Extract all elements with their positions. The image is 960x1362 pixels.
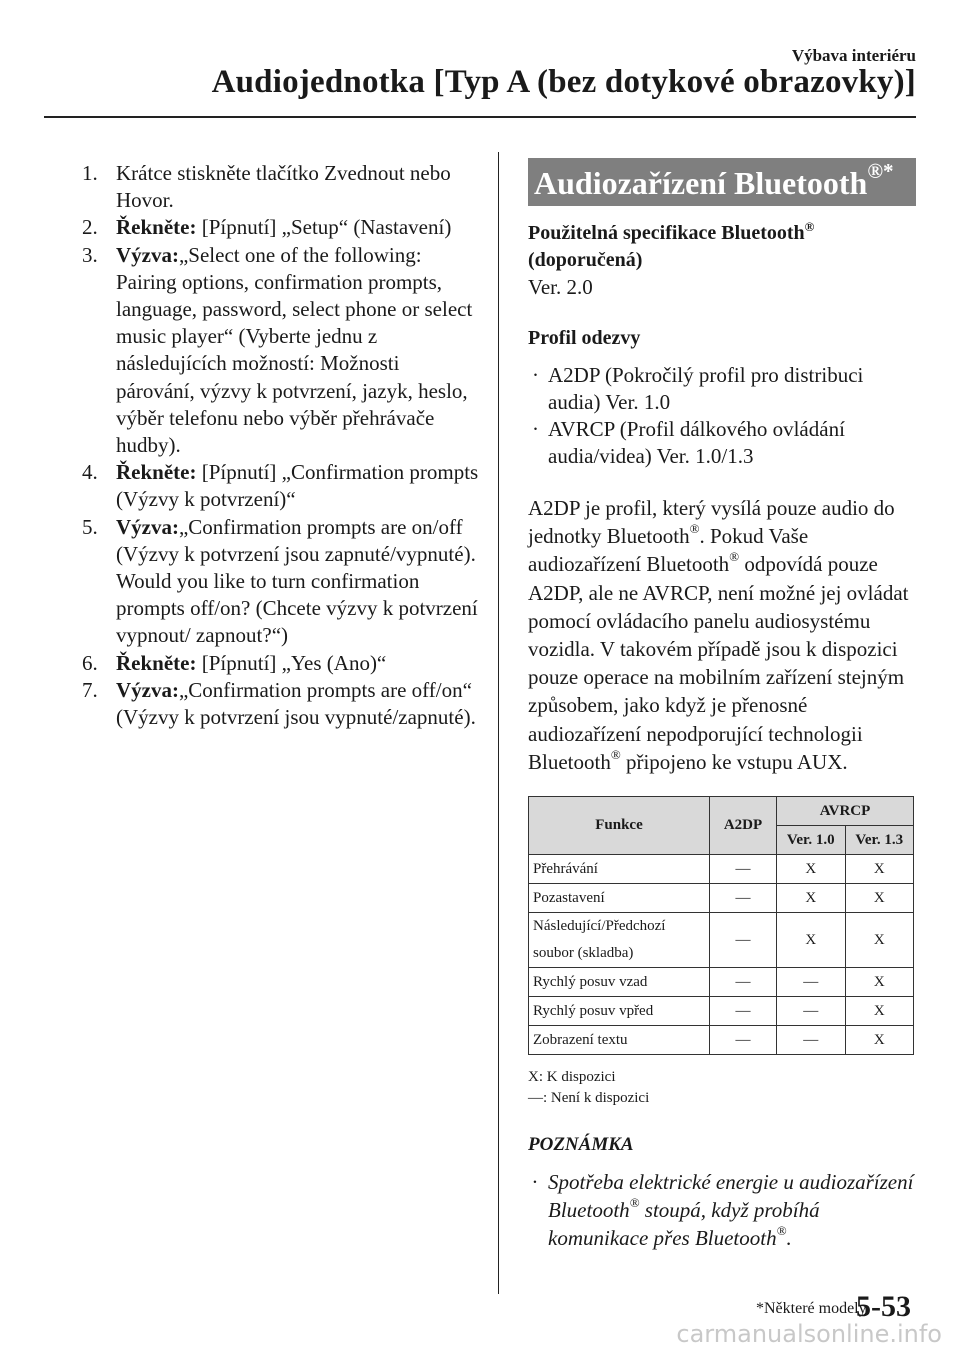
table-row bbox=[529, 968, 914, 997]
spacer bbox=[528, 301, 916, 325]
registered-mark: ® bbox=[729, 549, 740, 565]
step-number: 3. bbox=[82, 242, 98, 267]
heading-marks: ®* bbox=[867, 159, 894, 183]
section-heading bbox=[528, 158, 916, 206]
step-3 bbox=[82, 242, 482, 460]
ver10-cell: X bbox=[777, 913, 846, 968]
watermark: carmanualsonline.info bbox=[676, 1320, 942, 1348]
step-label: Řekněte: bbox=[116, 650, 197, 675]
profile-text: AVRCP (Profil dálkového ovládání audia/videa) Ver. 1.0/1.3 bbox=[548, 417, 845, 468]
table-row bbox=[529, 913, 914, 968]
footer-note: *Některé modely. bbox=[756, 1300, 870, 1317]
function-cell: Rychlý posuv vpřed bbox=[529, 997, 710, 1026]
registered-mark: ® bbox=[776, 1223, 787, 1239]
step-text: [Pípnutí] „Yes (Ano)“ bbox=[196, 650, 387, 675]
step-text: „Select one of the following: Pairing options, confirmation prompts, language, password, select phone or select music player“ (Vyberte jednu z následujících možností: Možnosti párování, výzvy k potvrzení, jazyk, heslo, výběr telefonu nebo výběr přehrávače hudby). bbox=[116, 242, 473, 458]
a2dp-cell: — bbox=[710, 997, 777, 1026]
registered-mark: ® bbox=[689, 521, 700, 537]
profile-title: Profil odezvy bbox=[528, 327, 641, 349]
function-cell: Pozastavení bbox=[529, 884, 710, 913]
table-row bbox=[529, 884, 914, 913]
profile-item bbox=[528, 416, 916, 470]
ver13-cell: X bbox=[845, 1026, 914, 1055]
step-label: Řekněte: bbox=[116, 215, 197, 240]
step-text: „Confirmation prompts are on/off (Výzvy k potvrzení jsou zapnuté/vypnuté). Would you like to turn confirmation prompts off/on? (Chcete výzvy k potvrzení vypnout/ zapnout?“) bbox=[116, 514, 478, 648]
para-text: . Pokud Vaše audiozařízení Bluetooth bbox=[528, 524, 809, 577]
bullet-dot: · bbox=[532, 417, 539, 441]
step-number: 2. bbox=[82, 215, 98, 240]
steps-column bbox=[82, 160, 482, 731]
step-number: 5. bbox=[82, 514, 98, 539]
table-legend bbox=[528, 1067, 916, 1109]
step-7 bbox=[82, 677, 482, 731]
table-row bbox=[529, 1026, 914, 1055]
note-item bbox=[528, 1168, 916, 1252]
ver10-cell: — bbox=[777, 997, 846, 1026]
profile-text: A2DP (Pokročilý profil pro distribuci audia) Ver. 1.0 bbox=[548, 363, 864, 414]
description-paragraph bbox=[528, 494, 916, 776]
a2dp-cell: — bbox=[710, 968, 777, 997]
step-text: „Confirmation prompts are off/on“ (Výzvy k potvrzení jsou vypnuté/zapnuté). bbox=[116, 677, 476, 730]
function-cell: Následující/Předchozí soubor (skladba) bbox=[529, 913, 710, 968]
header-rule bbox=[44, 116, 916, 118]
step-label: Výzva: bbox=[116, 514, 179, 539]
function-cell: Přehrávání bbox=[529, 855, 710, 884]
spec-title-text: Použitelná specifikace Bluetooth bbox=[528, 222, 805, 244]
ver13-cell: X bbox=[845, 968, 914, 997]
note-title: POZNÁMKA bbox=[528, 1134, 634, 1156]
spec-title bbox=[528, 220, 916, 247]
version-text: Ver. 2.0 bbox=[528, 275, 593, 299]
para-text: připojeno ke vstupu AUX. bbox=[620, 749, 848, 774]
bullet-dot: · bbox=[532, 363, 539, 387]
legend-unavailable: —: Není k dispozici bbox=[528, 1090, 650, 1107]
step-text: [Pípnutí] „Setup“ (Nastavení) bbox=[196, 215, 452, 240]
header-ver-10: Ver. 1.0 bbox=[777, 826, 846, 855]
ver13-cell: X bbox=[845, 913, 914, 968]
header-a2dp: A2DP bbox=[710, 797, 777, 855]
a2dp-cell: — bbox=[710, 855, 777, 884]
section-heading-text: Audiozařízení Bluetooth bbox=[534, 165, 868, 201]
table-row bbox=[529, 855, 914, 884]
ver13-cell: X bbox=[845, 997, 914, 1026]
header-funkce: Funkce bbox=[529, 797, 710, 855]
header-ver-13: Ver. 1.3 bbox=[845, 826, 914, 855]
a2dp-cell: — bbox=[710, 884, 777, 913]
para-text: odpovídá pouze A2DP, ale ne AVRCP, není možné jej ovládat pomocí ovládacího panelu audiosystému vozidla. V takovém případě jsou k dispozici pouze operace na mobilním zařízení stejným způsobem, jako když je přenosné audiozařízení nepodporující technologii Bluetooth bbox=[528, 552, 909, 774]
profile-item bbox=[528, 362, 916, 416]
function-cell: Rychlý posuv vzad bbox=[529, 968, 710, 997]
note-text: . bbox=[786, 1226, 792, 1251]
registered-mark: ® bbox=[804, 219, 815, 234]
ver13-cell: X bbox=[845, 884, 914, 913]
note-text: Spotřeba elektrické energie u audiozařízení Bluetooth bbox=[548, 1170, 914, 1223]
spec-subtitle: (doporučená) bbox=[528, 249, 643, 271]
step-number: 1. bbox=[82, 161, 98, 185]
step-label: Výzva: bbox=[116, 677, 179, 702]
step-text: [Pípnutí] „Confirmation prompts (Výzvy k potvrzení)“ bbox=[116, 460, 479, 512]
note-text: stoupá, když probíhá komunikace přes Bluetooth bbox=[548, 1198, 820, 1251]
page-title: Audiojednotka [Typ A (bez dotykové obrazovky)] bbox=[211, 64, 916, 100]
bluetooth-column bbox=[528, 158, 916, 1252]
step-number: 7. bbox=[82, 677, 98, 702]
ver13-cell: X bbox=[845, 855, 914, 884]
a2dp-cell: — bbox=[710, 1026, 777, 1055]
step-1 bbox=[82, 160, 482, 214]
para-text: A2DP je profil, který vysílá pouze audio do jednotky Bluetooth bbox=[528, 496, 895, 549]
step-label: Řekněte: bbox=[116, 460, 197, 485]
step-number: 4. bbox=[82, 460, 98, 485]
ver10-cell: X bbox=[777, 884, 846, 913]
legend-available: X: K dispozici bbox=[528, 1069, 616, 1086]
ver10-cell: X bbox=[777, 855, 846, 884]
header-avrcp: AVRCP bbox=[777, 797, 914, 826]
ver10-cell: — bbox=[777, 968, 846, 997]
function-cell: Zobrazení textu bbox=[529, 1026, 710, 1055]
step-5 bbox=[82, 514, 482, 650]
step-2 bbox=[82, 214, 482, 241]
step-4 bbox=[82, 459, 482, 513]
column-divider bbox=[498, 152, 499, 1294]
registered-mark: ® bbox=[629, 1195, 640, 1211]
registered-mark: ® bbox=[610, 746, 621, 762]
step-number: 6. bbox=[82, 650, 98, 675]
step-6 bbox=[82, 650, 482, 677]
page-number: 5-53 bbox=[856, 1290, 911, 1323]
header-subtitle: Výbava interiéru bbox=[791, 46, 916, 65]
step-text: Krátce stiskněte tlačítko Zvednout nebo Hovor. bbox=[116, 161, 451, 213]
step-label: Výzva: bbox=[116, 242, 179, 267]
table-row bbox=[529, 997, 914, 1026]
ver10-cell: — bbox=[777, 1026, 846, 1055]
compatibility-table bbox=[528, 796, 914, 1055]
a2dp-cell: — bbox=[710, 913, 777, 968]
bullet-dot: · bbox=[532, 1170, 538, 1195]
